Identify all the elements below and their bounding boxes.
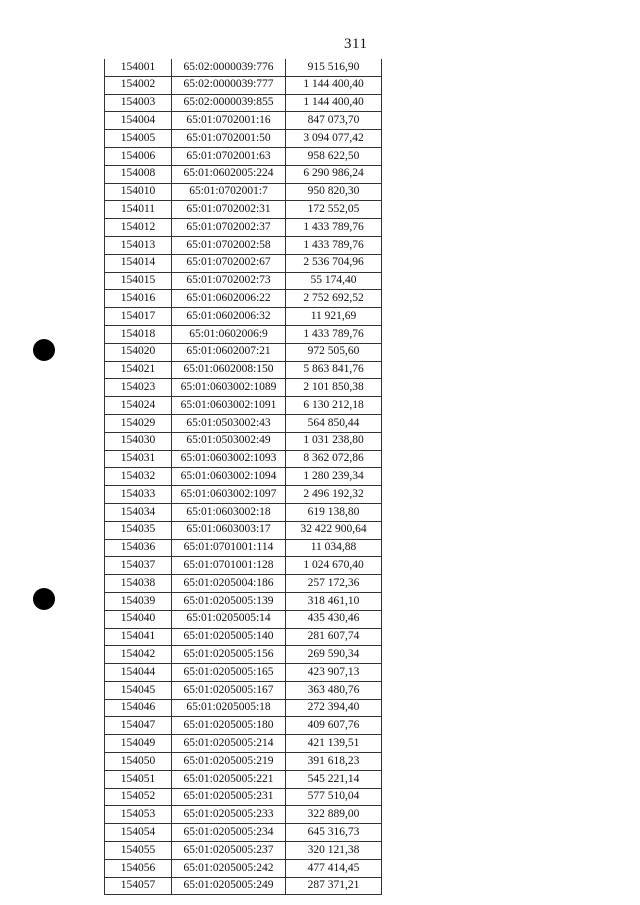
registry-table [104, 59, 382, 895]
cadastral-value-cell: 391 618,23 [286, 753, 382, 771]
cadastral-number-cell: 65:01:0602008:150 [172, 361, 286, 379]
cadastral-value-cell: 958 622,50 [286, 147, 382, 165]
cadastral-value-cell: 2 752 692,52 [286, 290, 382, 308]
object-code-cell: 154049 [105, 735, 172, 753]
table-row [105, 325, 382, 343]
cadastral-number-cell: 65:01:0603002:1097 [172, 486, 286, 504]
cadastral-value-cell: 32 422 900,64 [286, 521, 382, 539]
table-row [105, 503, 382, 521]
object-code-cell: 154033 [105, 486, 172, 504]
cadastral-value-cell: 435 430,46 [286, 610, 382, 628]
object-code-cell: 154046 [105, 699, 172, 717]
table-row [105, 646, 382, 664]
table-row [105, 681, 382, 699]
cadastral-value-cell: 6 290 986,24 [286, 165, 382, 183]
object-code-cell: 154038 [105, 575, 172, 593]
table-row [105, 610, 382, 628]
object-code-cell: 154037 [105, 557, 172, 575]
cadastral-value-cell: 8 362 072,86 [286, 450, 382, 468]
table-row [105, 824, 382, 842]
table-row [105, 806, 382, 824]
table-row [105, 628, 382, 646]
cadastral-value-cell: 1 144 400,40 [286, 76, 382, 94]
cadastral-value-cell: 318 461,10 [286, 592, 382, 610]
cadastral-number-cell: 65:01:0701001:128 [172, 557, 286, 575]
cadastral-number-cell: 65:02:0000039:855 [172, 94, 286, 112]
cadastral-value-cell: 423 907,13 [286, 664, 382, 682]
cadastral-number-cell: 65:02:0000039:777 [172, 76, 286, 94]
object-code-cell: 154047 [105, 717, 172, 735]
punch-hole-bottom [33, 588, 55, 610]
object-code-cell: 154010 [105, 183, 172, 201]
cadastral-value-cell: 915 516,90 [286, 59, 382, 76]
cadastral-number-cell: 65:01:0602006:22 [172, 290, 286, 308]
cadastral-value-cell: 1 024 670,40 [286, 557, 382, 575]
object-code-cell: 154050 [105, 753, 172, 771]
cadastral-value-cell: 950 820,30 [286, 183, 382, 201]
object-code-cell: 154031 [105, 450, 172, 468]
cadastral-number-cell: 65:01:0702002:37 [172, 219, 286, 237]
cadastral-number-cell: 65:01:0205005:180 [172, 717, 286, 735]
table-row [105, 575, 382, 593]
cadastral-number-cell: 65:01:0205005:14 [172, 610, 286, 628]
cadastral-number-cell: 65:01:0205005:221 [172, 770, 286, 788]
cadastral-number-cell: 65:01:0603002:1091 [172, 397, 286, 415]
cadastral-number-cell: 65:01:0702001:50 [172, 130, 286, 148]
object-code-cell: 154013 [105, 236, 172, 254]
cadastral-number-cell: 65:01:0205005:156 [172, 646, 286, 664]
object-code-cell: 154041 [105, 628, 172, 646]
cadastral-value-cell: 1 433 789,76 [286, 325, 382, 343]
cadastral-number-cell: 65:01:0702001:16 [172, 112, 286, 130]
object-code-cell: 154052 [105, 788, 172, 806]
cadastral-number-cell: 65:01:0205005:139 [172, 592, 286, 610]
cadastral-number-cell: 65:01:0205004:186 [172, 575, 286, 593]
cadastral-number-cell: 65:01:0602006:9 [172, 325, 286, 343]
cadastral-number-cell: 65:01:0503002:43 [172, 414, 286, 432]
object-code-cell: 154005 [105, 130, 172, 148]
object-code-cell: 154003 [105, 94, 172, 112]
registry-table-body [105, 59, 382, 895]
cadastral-number-cell: 65:01:0603002:1093 [172, 450, 286, 468]
table-row [105, 717, 382, 735]
cadastral-number-cell: 65:01:0205005:140 [172, 628, 286, 646]
object-code-cell: 154015 [105, 272, 172, 290]
cadastral-number-cell: 65:01:0603002:1089 [172, 379, 286, 397]
cadastral-value-cell: 257 172,36 [286, 575, 382, 593]
table-row [105, 450, 382, 468]
cadastral-value-cell: 645 316,73 [286, 824, 382, 842]
table-row [105, 201, 382, 219]
table-row [105, 397, 382, 415]
table-row [105, 76, 382, 94]
table-row [105, 219, 382, 237]
cadastral-number-cell: 65:01:0205005:242 [172, 859, 286, 877]
object-code-cell: 154018 [105, 325, 172, 343]
cadastral-value-cell: 2 101 850,38 [286, 379, 382, 397]
object-code-cell: 154004 [105, 112, 172, 130]
cadastral-number-cell: 65:01:0602005:224 [172, 165, 286, 183]
object-code-cell: 154029 [105, 414, 172, 432]
table-row [105, 147, 382, 165]
table-row [105, 788, 382, 806]
cadastral-value-cell: 363 480,76 [286, 681, 382, 699]
object-code-cell: 154035 [105, 521, 172, 539]
table-row [105, 414, 382, 432]
cadastral-value-cell: 1 144 400,40 [286, 94, 382, 112]
object-code-cell: 154032 [105, 468, 172, 486]
object-code-cell: 154006 [105, 147, 172, 165]
cadastral-value-cell: 1 433 789,76 [286, 236, 382, 254]
cadastral-number-cell: 65:01:0205005:249 [172, 877, 286, 895]
cadastral-value-cell: 564 850,44 [286, 414, 382, 432]
object-code-cell: 154008 [105, 165, 172, 183]
object-code-cell: 154021 [105, 361, 172, 379]
cadastral-value-cell: 322 889,00 [286, 806, 382, 824]
cadastral-value-cell: 320 121,38 [286, 842, 382, 860]
cadastral-number-cell: 65:01:0702002:67 [172, 254, 286, 272]
table-row [105, 254, 382, 272]
table-row [105, 859, 382, 877]
table-row [105, 699, 382, 717]
object-code-cell: 154036 [105, 539, 172, 557]
table-row [105, 468, 382, 486]
cadastral-value-cell: 972 505,60 [286, 343, 382, 361]
cadastral-value-cell: 409 607,76 [286, 717, 382, 735]
table-row [105, 539, 382, 557]
cadastral-number-cell: 65:01:0205005:219 [172, 753, 286, 771]
object-code-cell: 154051 [105, 770, 172, 788]
cadastral-number-cell: 65:01:0602006:32 [172, 308, 286, 326]
table-row [105, 94, 382, 112]
cadastral-value-cell: 477 414,45 [286, 859, 382, 877]
table-row [105, 165, 382, 183]
cadastral-value-cell: 545 221,14 [286, 770, 382, 788]
table-row [105, 842, 382, 860]
cadastral-value-cell: 847 073,70 [286, 112, 382, 130]
cadastral-number-cell: 65:01:0702001:63 [172, 147, 286, 165]
cadastral-value-cell: 1 280 239,34 [286, 468, 382, 486]
table-row [105, 112, 382, 130]
cadastral-value-cell: 269 590,34 [286, 646, 382, 664]
cadastral-number-cell: 65:01:0205005:237 [172, 842, 286, 860]
table-row [105, 379, 382, 397]
table-row [105, 183, 382, 201]
cadastral-value-cell: 5 863 841,76 [286, 361, 382, 379]
cadastral-number-cell: 65:01:0603002:1094 [172, 468, 286, 486]
table-row [105, 753, 382, 771]
object-code-cell: 154030 [105, 432, 172, 450]
table-row [105, 236, 382, 254]
table-row [105, 486, 382, 504]
object-code-cell: 154054 [105, 824, 172, 842]
cadastral-value-cell: 1 433 789,76 [286, 219, 382, 237]
object-code-cell: 154002 [105, 76, 172, 94]
cadastral-number-cell: 65:01:0702001:7 [172, 183, 286, 201]
cadastral-number-cell: 65:01:0702002:31 [172, 201, 286, 219]
cadastral-number-cell: 65:01:0205005:18 [172, 699, 286, 717]
table-row [105, 130, 382, 148]
table-row [105, 343, 382, 361]
table-row [105, 877, 382, 895]
object-code-cell: 154034 [105, 503, 172, 521]
table-row [105, 557, 382, 575]
object-code-cell: 154039 [105, 592, 172, 610]
table-row [105, 592, 382, 610]
object-code-cell: 154020 [105, 343, 172, 361]
table-row [105, 290, 382, 308]
object-code-cell: 154024 [105, 397, 172, 415]
cadastral-number-cell: 65:01:0205005:234 [172, 824, 286, 842]
cadastral-value-cell: 55 174,40 [286, 272, 382, 290]
cadastral-value-cell: 11 034,88 [286, 539, 382, 557]
table-row [105, 272, 382, 290]
page-number: 311 [344, 36, 368, 52]
cadastral-number-cell: 65:02:0000039:776 [172, 59, 286, 76]
table-row [105, 770, 382, 788]
cadastral-number-cell: 65:01:0603002:18 [172, 503, 286, 521]
cadastral-value-cell: 421 139,51 [286, 735, 382, 753]
cadastral-value-cell: 172 552,05 [286, 201, 382, 219]
object-code-cell: 154053 [105, 806, 172, 824]
object-code-cell: 154014 [105, 254, 172, 272]
object-code-cell: 154056 [105, 859, 172, 877]
cadastral-value-cell: 6 130 212,18 [286, 397, 382, 415]
punch-hole-top [33, 339, 55, 361]
object-code-cell: 154042 [105, 646, 172, 664]
cadastral-value-cell: 11 921,69 [286, 308, 382, 326]
cadastral-number-cell: 65:01:0702002:58 [172, 236, 286, 254]
table-row [105, 59, 382, 76]
cadastral-value-cell: 287 371,21 [286, 877, 382, 895]
cadastral-number-cell: 65:01:0603003:17 [172, 521, 286, 539]
cadastral-number-cell: 65:01:0205005:167 [172, 681, 286, 699]
table-row [105, 361, 382, 379]
object-code-cell: 154023 [105, 379, 172, 397]
cadastral-value-cell: 281 607,74 [286, 628, 382, 646]
object-code-cell: 154055 [105, 842, 172, 860]
object-code-cell: 154040 [105, 610, 172, 628]
cadastral-number-cell: 65:01:0205005:233 [172, 806, 286, 824]
cadastral-number-cell: 65:01:0701001:114 [172, 539, 286, 557]
object-code-cell: 154016 [105, 290, 172, 308]
object-code-cell: 154044 [105, 664, 172, 682]
table-row [105, 521, 382, 539]
table-row [105, 664, 382, 682]
object-code-cell: 154017 [105, 308, 172, 326]
cadastral-value-cell: 619 138,80 [286, 503, 382, 521]
object-code-cell: 154001 [105, 59, 172, 76]
cadastral-value-cell: 1 031 238,80 [286, 432, 382, 450]
cadastral-number-cell: 65:01:0205005:231 [172, 788, 286, 806]
table-row [105, 735, 382, 753]
cadastral-number-cell: 65:01:0205005:214 [172, 735, 286, 753]
table-row [105, 308, 382, 326]
cadastral-value-cell: 2 496 192,32 [286, 486, 382, 504]
object-code-cell: 154057 [105, 877, 172, 895]
cadastral-value-cell: 3 094 077,42 [286, 130, 382, 148]
object-code-cell: 154012 [105, 219, 172, 237]
cadastral-number-cell: 65:01:0205005:165 [172, 664, 286, 682]
object-code-cell: 154045 [105, 681, 172, 699]
cadastral-number-cell: 65:01:0702002:73 [172, 272, 286, 290]
cadastral-value-cell: 272 394,40 [286, 699, 382, 717]
object-code-cell: 154011 [105, 201, 172, 219]
table-row [105, 432, 382, 450]
cadastral-number-cell: 65:01:0602007:21 [172, 343, 286, 361]
cadastral-value-cell: 577 510,04 [286, 788, 382, 806]
cadastral-number-cell: 65:01:0503002:49 [172, 432, 286, 450]
cadastral-value-cell: 2 536 704,96 [286, 254, 382, 272]
